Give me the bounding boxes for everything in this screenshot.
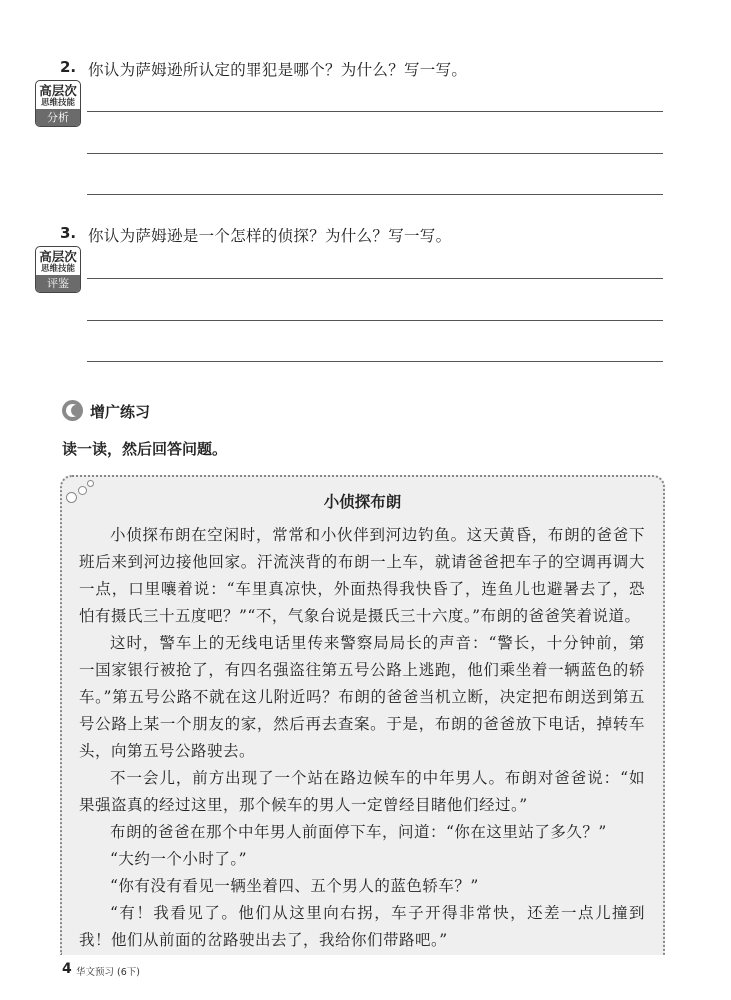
book-title: 华文预习 (6下) bbox=[76, 967, 140, 978]
answer-line[interactable] bbox=[87, 153, 663, 154]
badge-subtitle: 思维技能 bbox=[40, 98, 75, 108]
badge-label: 分析 bbox=[36, 109, 80, 126]
answer-line[interactable] bbox=[87, 320, 663, 321]
answer-line[interactable] bbox=[87, 194, 663, 195]
question-2-text: 你认为萨姆逊所认定的罪犯是哪个？为什么？写一写。 bbox=[88, 61, 468, 79]
section-instruction: 读一读，然后回答问题。 bbox=[62, 440, 228, 458]
story-paragraph: 布朗的爸爸在那个中年男人前面停下车，问道：“你在这里站了多久？” bbox=[110, 823, 607, 841]
story-paragraph: 不一会儿，前方出现了一个站在路边候车的中年男人。布朗对爸爸说：“如果强盗真的经过这里，那个候车的男人一定曾经目睹他们经过。” bbox=[79, 769, 645, 814]
question-2-number: 2. bbox=[60, 58, 77, 76]
badge-title: 高层次 bbox=[39, 249, 77, 264]
story-title: 小侦探布朗 bbox=[323, 493, 402, 511]
question-3-number: 3. bbox=[60, 224, 77, 242]
section-title: 增广练习 bbox=[90, 403, 151, 421]
section-logo-icon bbox=[62, 400, 83, 421]
badge-subtitle: 思维技能 bbox=[40, 264, 75, 274]
story-body bbox=[79, 522, 645, 954]
story-paragraph: “你有没有看见一辆坐着四、五个男人的蓝色轿车？” bbox=[110, 877, 479, 895]
answer-line[interactable] bbox=[87, 361, 663, 362]
question-3-text: 你认为萨姆逊是一个怎样的侦探？为什么？写一写。 bbox=[88, 227, 452, 245]
badge-label: 评鉴 bbox=[36, 275, 80, 292]
story-paragraph: 小侦探布朗在空闲时，常常和小伙伴到河边钓鱼。这天黄昏，布朗的爸爸下班后来到河边接他回家。汗流浃背的布朗一上车，就请爸爸把车子的空调再调大一点，口里嚷着说：“车里真凉快，外面热得我快昏了，连鱼儿也避暑去了，恐怕有摄氏三十五度吧？”“不，气象台说是摄氏三十六度。”布朗的爸爸笑着说道。 bbox=[79, 526, 645, 625]
badge-title: 高层次 bbox=[39, 83, 77, 98]
story-paragraph: 这时，警车上的无线电话里传来警察局局长的声音：“警长，十分钟前，第一国家银行被抢了，有四名强盗往第五号公路上逃跑，他们乘坐着一辆蓝色的轿车。”第五号公路不就在这儿附近吗？布朗的爸爸当机立断，决定把布朗送到第五号公路上某一个朋友的家，然后再去查案。于是，布朗的爸爸放下电话，掉转车头，向第五号公路驶去。 bbox=[79, 634, 645, 760]
answer-line[interactable] bbox=[87, 111, 663, 112]
page-number: 4 bbox=[62, 961, 72, 977]
skill-badge-evaluation bbox=[35, 246, 81, 293]
skill-badge-analysis bbox=[35, 80, 81, 127]
story-paragraph: “有！我看见了。他们从这里向右拐，车子开得非常快，还差一点儿撞到我！他们从前面的岔路驶出去了，我给你们带路吧。” bbox=[79, 904, 645, 949]
answer-line[interactable] bbox=[87, 278, 663, 279]
story-paragraph: “大约一个小时了。” bbox=[110, 850, 248, 868]
